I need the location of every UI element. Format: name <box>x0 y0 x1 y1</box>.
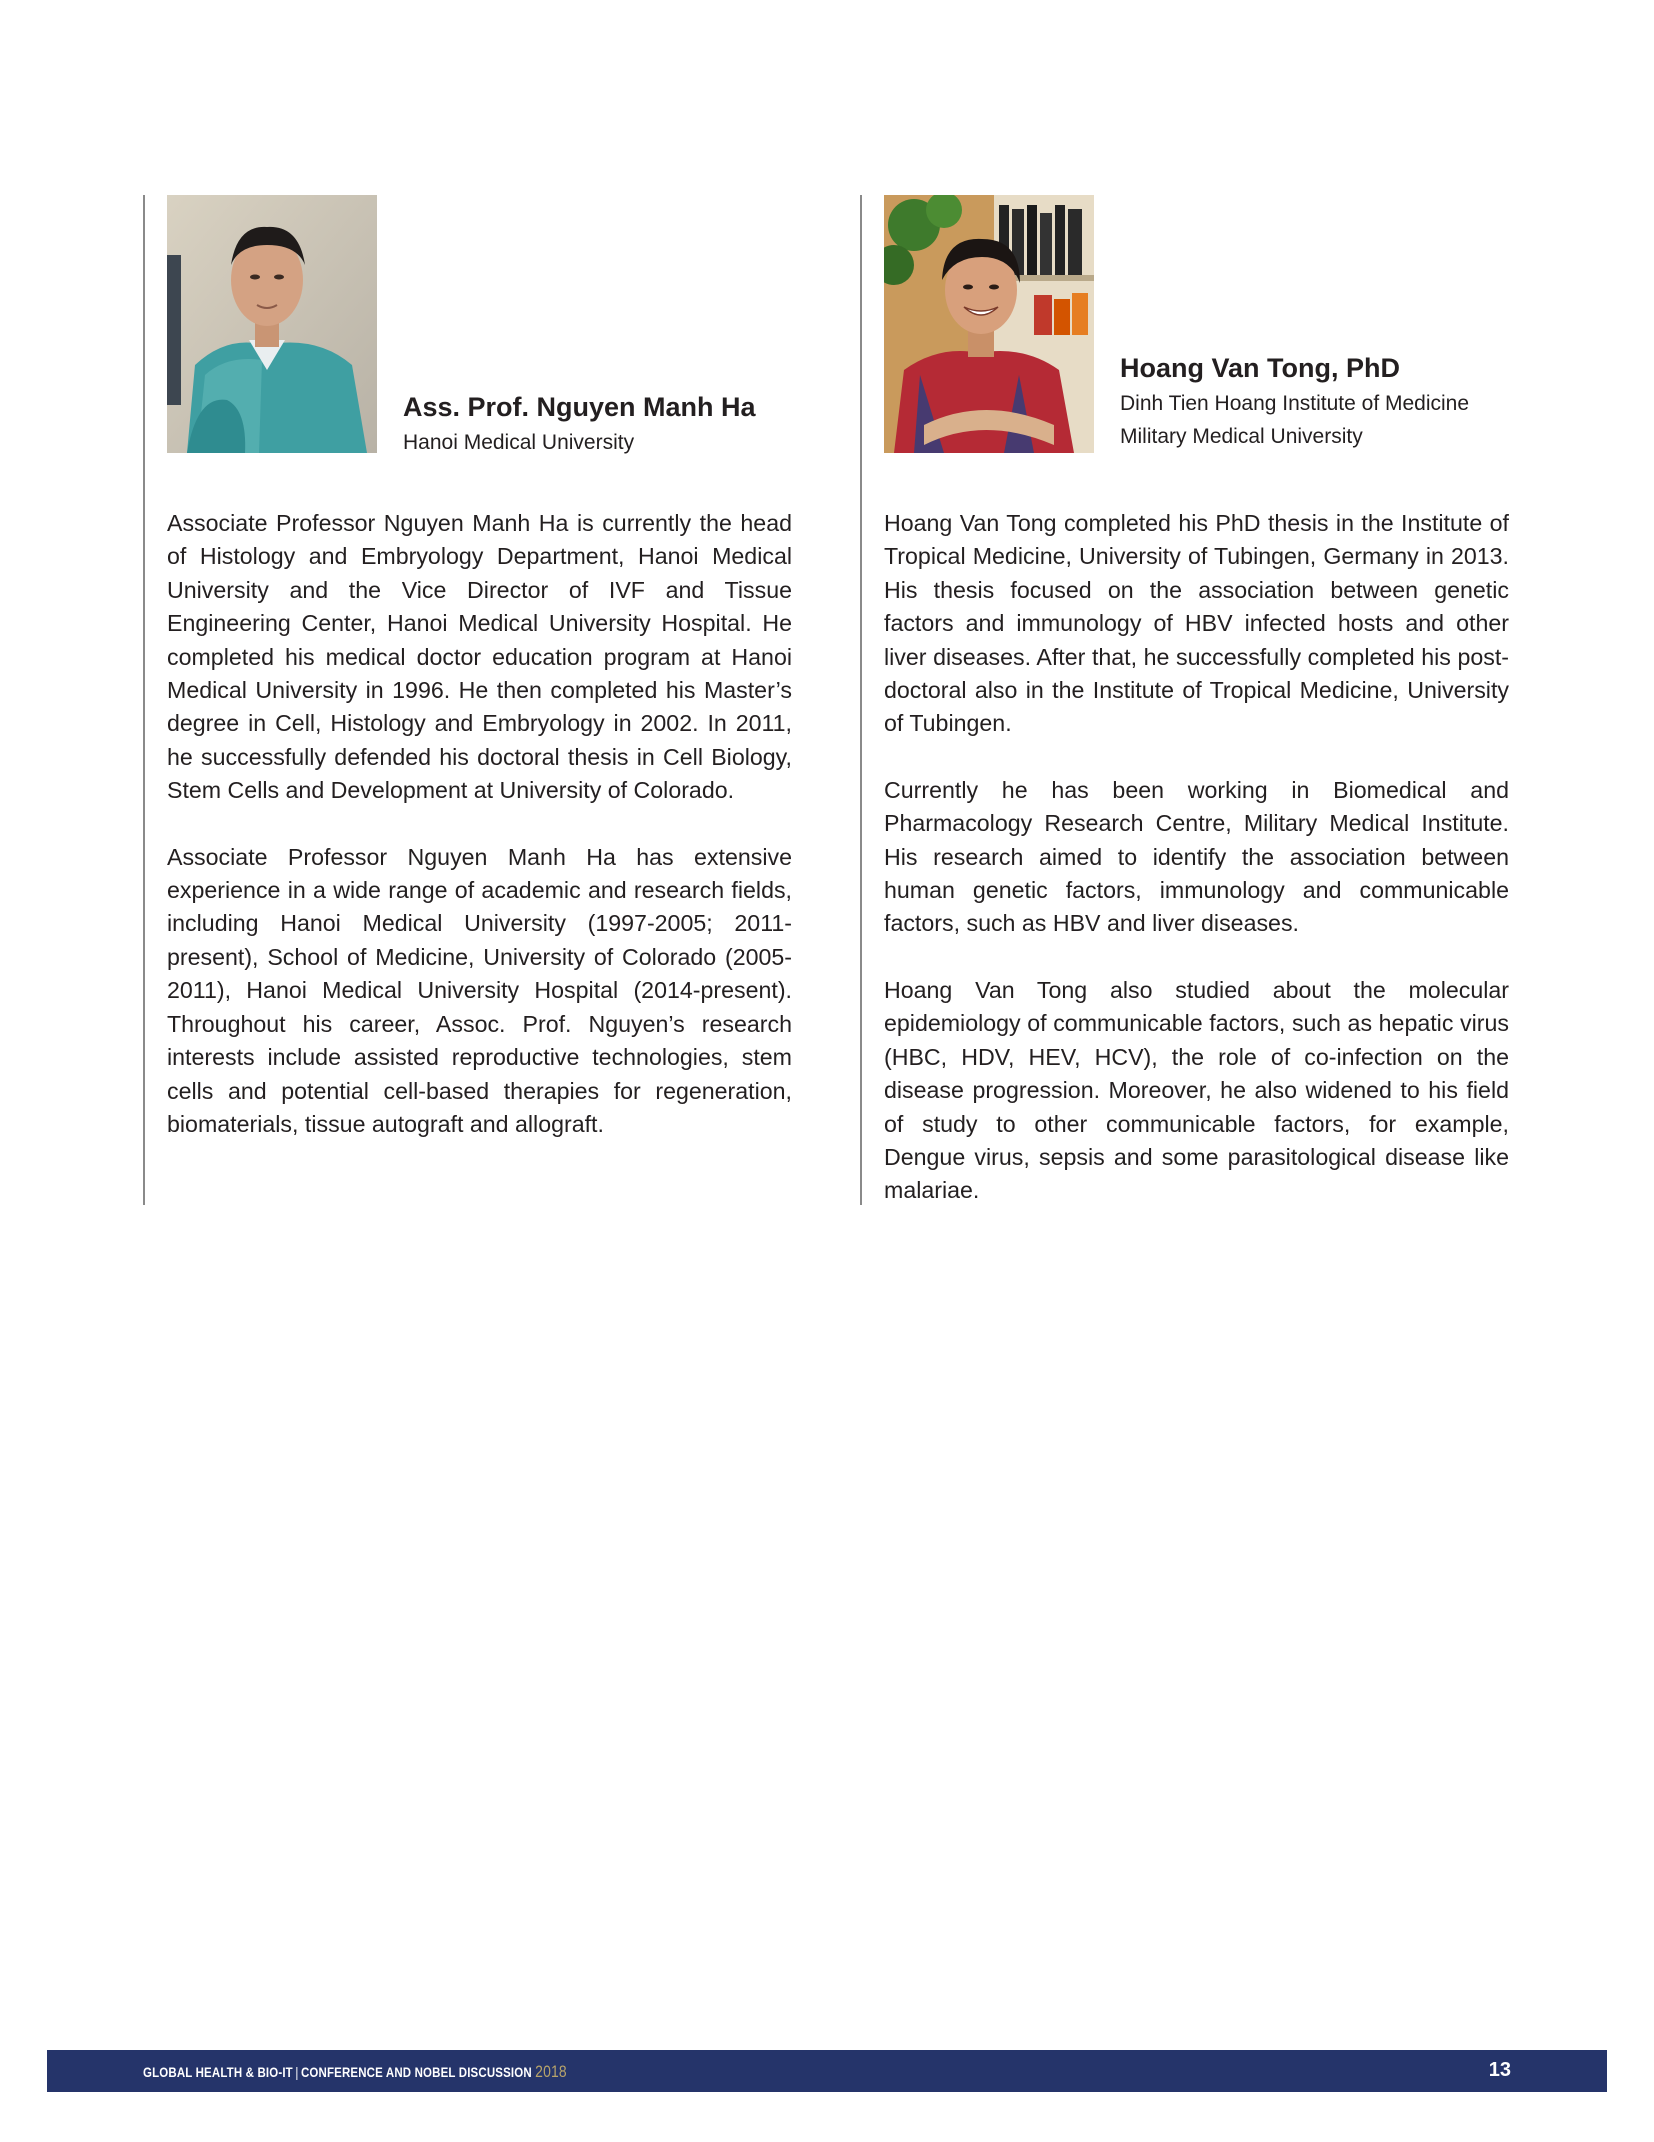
portrait-image <box>884 195 1094 453</box>
footer-separator: | <box>295 2064 299 2080</box>
portrait-image <box>167 195 377 453</box>
footer-year: 2018 <box>535 2062 567 2081</box>
speaker-name: Ass. Prof. Nguyen Manh Ha <box>403 392 756 422</box>
speaker-bio <box>167 507 792 1141</box>
page-number: 13 <box>1488 2059 1511 2081</box>
bio-paragraph: Currently he has been working in Biomedical and Pharmacology Research Centre, Military Medical Institute. His research aimed to identify the association between human genetic factors, immunology and communicable factors, such as HBV and liver diseases. <box>884 776 1509 937</box>
speaker-photo <box>884 195 1094 453</box>
speaker-affiliation: Military Medical University <box>1120 425 1363 448</box>
speaker-name: Hoang Van Tong, PhD <box>1120 353 1400 383</box>
bio-paragraph: Hoang Van Tong completed his PhD thesis in the Institute of Tropical Medicine, University of Tubingen, Germany in 2013. His thesis focused on the association between genetic factors and immunology of HBV infected hosts and other liver diseases. After that, he successfully completed his post-doctoral also in the Institute of Tropical Medicine, University of Tubingen. <box>884 510 1509 737</box>
bio-paragraph: Associate Professor Nguyen Manh Ha has extensive experience in a wide range of academic and research fields, including Hanoi Medical University (1997-2005; 2011-present), School of Medicine, University of Colorado (2005-2011), Hanoi Medical University Hospital (2014-present). Throughout his career, Assoc. Prof. Nguyen’s research interests include assisted reproductive technologies, stem cells and potential cell-based therapies for regeneration, biomaterials, tissue autograft and allograft. <box>167 843 792 1137</box>
page-footer <box>47 2050 1607 2092</box>
footer-title-part1: GLOBAL HEALTH & BIO-IT <box>143 2064 293 2080</box>
speaker-profile-nguyen-manh-ha <box>143 195 795 1205</box>
speaker-affiliation: Hanoi Medical University <box>403 431 635 454</box>
speaker-bio <box>884 507 1509 1208</box>
speaker-photo <box>167 195 377 453</box>
footer-title-part2: CONFERENCE AND NOBEL DISCUSSION <box>300 2064 532 2080</box>
speaker-profile-hoang-van-tong <box>860 195 1512 1205</box>
bio-paragraph: Associate Professor Nguyen Manh Ha is currently the head of Histology and Embryology Department, Hanoi Medical University and the Vice Director of IVF and Tissue Engineering Center, Hanoi Medical University Hospital. He completed his medical doctor education program at Hanoi Medical University in 1996. He then completed his Master’s degree in Cell, Histology and Embryology in 2002. In 2011, he successfully defended his doctoral thesis in Cell Biology, Stem Cells and Development at University of Colorado. <box>167 510 792 804</box>
speaker-affiliation: Dinh Tien Hoang Institute of Medicine <box>1120 392 1470 415</box>
bio-paragraph: Hoang Van Tong also studied about the molecular epidemiology of communicable factors, such as hepatic virus (HBC, HDV, HEV, HCV), the role of co-infection on the disease progression. Moreover, he also widened to his field of study to other communicable factors, for example, Dengue virus, sepsis and some parasitological disease like malariae. <box>884 976 1509 1204</box>
footer-title <box>143 2062 567 2082</box>
